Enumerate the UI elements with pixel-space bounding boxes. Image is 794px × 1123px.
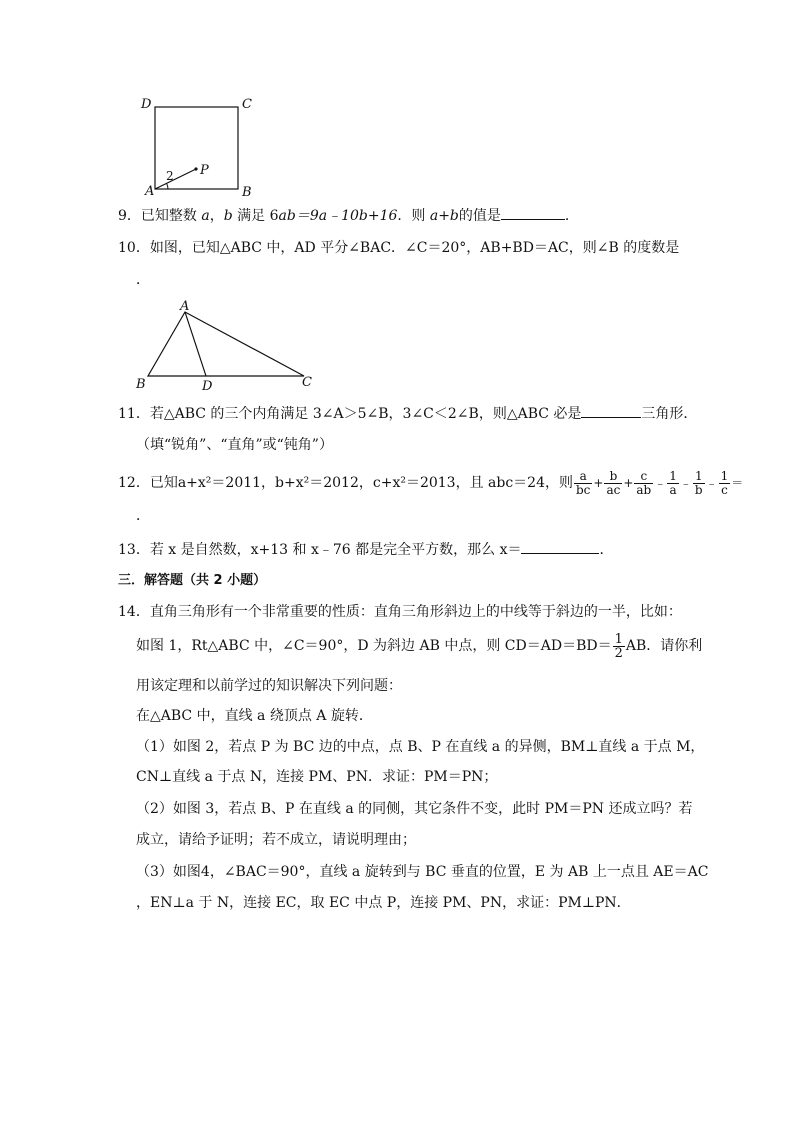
q11-options: （填“锐角”、“直角”或“钝角”） xyxy=(136,437,333,453)
q10-text: 如图，已知△ABC 中，AD 平分∠BAC．∠C＝20°，AB+BD＝AC，则∠B 的度数是 xyxy=(149,240,680,256)
q14-part3-line1: （3）如图4，∠BAC＝90°，直线 a 旋转到与 BC 垂直的位置，E 为 AB 上一点且 AE＝AC xyxy=(136,864,709,880)
triangle-figure xyxy=(132,298,322,394)
q13-answer-blank xyxy=(521,539,599,554)
question-11 xyxy=(118,403,697,424)
q12-fraction-numerator: 1 xyxy=(669,468,677,483)
q11-number: 11． xyxy=(118,406,150,422)
q13-text: 若 x 是自然数，x+13 和 x﹣76 都是完全平方数，那么 x＝ xyxy=(149,542,522,558)
q9-number: 9． xyxy=(118,208,141,224)
q12-number: 12． xyxy=(118,475,150,491)
triangle-abc xyxy=(148,312,304,376)
q9-text-d: 的值是 xyxy=(458,208,501,224)
q12-operator: ＝ xyxy=(731,476,744,490)
q9-var-b: b xyxy=(223,208,233,224)
question-12 xyxy=(118,468,743,498)
q12-fraction-denominator: ab xyxy=(636,482,652,497)
q12-operator: ﹣ xyxy=(654,476,667,490)
q12-fraction-denominator: bc xyxy=(576,482,591,497)
q12-fraction-3 xyxy=(667,470,679,497)
q9-sep: ， xyxy=(209,208,224,224)
q11-answer-blank xyxy=(581,403,641,418)
q14-fraction-numerator: 1 xyxy=(614,631,623,647)
q12-text: 已知a+x²＝2011，b+x²＝2012，c+x²＝2013，且 abc＝24，则 xyxy=(149,475,573,491)
q12-fraction-1 xyxy=(604,470,622,497)
square-figure xyxy=(138,96,258,200)
q12-fraction-5 xyxy=(719,470,731,497)
q10-number: 10． xyxy=(118,240,150,256)
q14-part2-line1: （2）如图 3，若点 B、P 在直线 a 的同侧，其它条件不变，此时 PM＝PN 还成立吗？若 xyxy=(136,801,693,817)
q14-fraction xyxy=(613,633,625,660)
q12-fraction-numerator: b xyxy=(604,470,622,484)
q12-fraction-denominator: a xyxy=(669,482,677,497)
q12-operator: + xyxy=(623,476,634,490)
q14-line1: 直角三角形有一个非常重要的性质：直角三角形斜边上的中线等于斜边的一半，比如： xyxy=(149,604,682,620)
label-b: B xyxy=(242,185,252,200)
label-p: P xyxy=(200,163,209,178)
q9-equation: ab＝9a﹣10b+16 xyxy=(278,208,398,224)
q14-line4: 在△ABC 中，直线 a 绕顶点 A 旋转． xyxy=(136,708,373,724)
point-p xyxy=(194,167,197,170)
q12-fraction-numerator: c xyxy=(634,470,653,484)
q14-line2-text-b: AB．请你利 xyxy=(625,638,703,654)
question-13 xyxy=(118,539,613,560)
q12-operator: ﹣ xyxy=(705,476,718,490)
q12-fraction-expression xyxy=(573,468,744,497)
q12-operator: + xyxy=(593,476,604,490)
q12-fraction-numerator: 1 xyxy=(720,468,729,483)
question-9 xyxy=(118,205,579,226)
q14-fraction-denominator: 2 xyxy=(614,645,623,661)
q14-number: 14． xyxy=(118,604,150,620)
q9-end: ． xyxy=(564,208,579,224)
label-d: D xyxy=(141,97,152,112)
q14-part1-line2: CN⊥直线 a 于点 N，连接 PM、PN．求证：PM＝PN； xyxy=(136,769,498,785)
q9-text-a: 已知整数 xyxy=(140,208,197,224)
label-c: C xyxy=(242,97,252,112)
q13-number: 13． xyxy=(118,542,150,558)
label-c: C xyxy=(302,375,312,390)
segment-ap xyxy=(155,169,196,189)
q14-part3-line2: ，EN⊥a 于 N，连接 EC，取 EC 中点 P，连接 PM、PN，求证：PM⊥PN． xyxy=(136,895,631,911)
section-title: 三．解答题（共 2 小题） xyxy=(118,573,267,588)
q14-part2-line2: 成立，请给予证明；若不成立，请说明理由； xyxy=(136,832,416,848)
question-10 xyxy=(118,238,679,258)
q9-text-b: 满足 6 xyxy=(237,208,279,224)
q12-fraction-numerator: a xyxy=(574,470,592,484)
q12-fraction-denominator: c xyxy=(721,482,728,497)
label-a: A xyxy=(180,299,190,314)
q12-fraction-2 xyxy=(634,470,653,497)
q12-fraction-denominator: b xyxy=(694,482,703,497)
q9-var-a: a xyxy=(201,208,210,224)
q10-continuation: ． xyxy=(136,272,150,288)
q12-continuation: ． xyxy=(136,508,150,524)
q9-answer-blank xyxy=(501,205,565,220)
label-angle-2: 2 xyxy=(166,169,174,183)
label-d: D xyxy=(202,379,213,394)
q11-text-a: 若△ABC 的三个内角满足 3∠A＞5∠B，3∠C＜2∠B，则△ABC 必是 xyxy=(149,406,582,422)
q13-end: ． xyxy=(599,542,614,558)
q14-line2 xyxy=(136,630,702,662)
q9-text-c: ．则 xyxy=(397,208,426,224)
q14-line2-text-a: 如图 1，Rt△ABC 中，∠C＝90°，D 为斜边 AB 中点，则 CD＝AD＝BD＝ xyxy=(136,638,612,654)
q9-expression: a+b xyxy=(429,208,459,224)
question-14 xyxy=(118,602,682,622)
q12-fraction-denominator: ac xyxy=(606,482,621,497)
q12-fraction-numerator: 1 xyxy=(693,470,705,484)
q12-fraction-0 xyxy=(574,470,592,497)
q12-fraction-4 xyxy=(693,470,705,497)
q14-line3: 用该定理和以前学过的知识解决下列问题： xyxy=(136,678,402,694)
label-a: A xyxy=(145,184,155,199)
label-b: B xyxy=(136,377,146,392)
q11-text-b: 三角形． xyxy=(641,406,698,422)
angle-arc xyxy=(167,183,169,189)
q12-operator: ﹣ xyxy=(679,476,692,490)
q14-part1-line1: （1）如图 2，若点 P 为 BC 边的中点，点 B、P 在直线 a 的异侧，BM⊥直线 a 于点 M， xyxy=(136,739,705,755)
